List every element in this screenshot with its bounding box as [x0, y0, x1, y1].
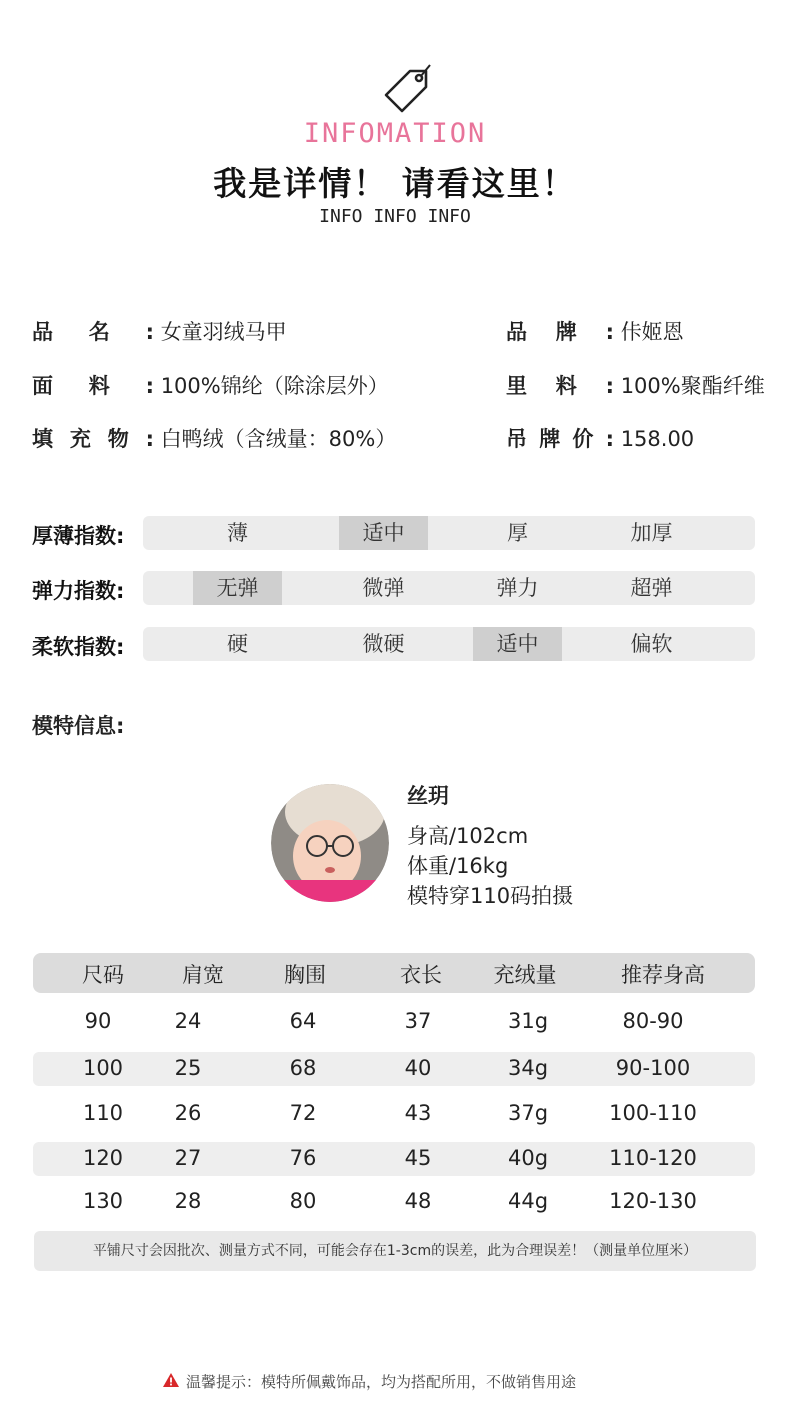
column-header: 胸围 [284, 963, 326, 987]
table-cell: 48 [404, 1189, 432, 1213]
spec-value: 100%聚酯纤维 [620, 374, 765, 398]
index-option: 适中 [339, 516, 428, 550]
model-avatar [271, 784, 389, 902]
warning-text: 温馨提示：模特所佩戴饰品，均为搭配所用，不做销售用途 [186, 1373, 577, 1391]
table-cell: 26 [174, 1101, 202, 1125]
spec-value: 女童羽绒马甲 [160, 320, 287, 344]
warning-icon [162, 1372, 180, 1388]
column-header: 衣长 [400, 963, 442, 987]
softness-index-label: 柔软指数: [32, 635, 125, 659]
table-cell: 27 [174, 1146, 202, 1170]
index-option: 厚 [507, 521, 528, 545]
table-cell: 100-110 [609, 1101, 697, 1125]
table-cell: 110-120 [609, 1146, 697, 1170]
size-table-header [33, 953, 755, 993]
table-cell: 72 [289, 1101, 317, 1125]
index-option: 微硬 [362, 632, 405, 656]
spec-key: 面料: [32, 374, 154, 398]
spec-value: 100%锦纶（除涂层外） [160, 374, 389, 398]
page-headline: 我是详情！ 请看这里！ [213, 164, 577, 203]
table-cell: 100 [82, 1056, 124, 1080]
table-row [33, 1189, 755, 1219]
model-height: 身高/102cm [407, 824, 529, 848]
spec-key: 里料: [506, 374, 614, 398]
spec-key: 品牌: [506, 320, 614, 344]
table-row [33, 1101, 755, 1131]
spec-key: 品名: [32, 320, 154, 344]
table-cell: 34g [507, 1056, 549, 1080]
measurement-note: 平铺尺寸会因批次、测量方式不同，可能会存在1-3cm的误差，此为合理误差！（测量单位厘米） [92, 1243, 698, 1259]
spec-key: 填充物: [32, 427, 154, 451]
table-cell: 25 [174, 1056, 202, 1080]
table-cell: 31g [507, 1009, 549, 1033]
index-option: 无弹 [193, 571, 282, 605]
spec-fabric [32, 370, 389, 400]
eyebrow-title: INFOMATION [303, 118, 487, 149]
table-cell: 130 [82, 1189, 124, 1213]
column-header: 充绒量 [493, 963, 557, 987]
table-cell: 90-100 [615, 1056, 691, 1080]
model-size-worn: 模特穿110码拍摄 [407, 884, 574, 908]
elasticity-index-label: 弹力指数: [32, 579, 125, 603]
page-subline: INFO INFO INFO [319, 206, 471, 227]
index-option: 薄 [227, 521, 248, 545]
spec-brand [506, 316, 684, 346]
table-cell: 90 [84, 1009, 112, 1033]
spec-value: 佧姬恩 [620, 320, 684, 344]
table-row [33, 1146, 755, 1176]
index-option: 弹力 [496, 576, 539, 600]
spec-name [32, 316, 287, 346]
table-cell: 45 [404, 1146, 432, 1170]
column-header: 推荐身高 [621, 963, 705, 987]
index-option: 超弹 [630, 576, 673, 600]
thickness-index-bar [143, 516, 755, 550]
model-weight: 体重/16kg [407, 854, 509, 878]
table-cell: 110 [82, 1101, 124, 1125]
spec-filling [32, 423, 396, 453]
table-cell: 40 [404, 1056, 432, 1080]
elasticity-index-bar [143, 571, 755, 605]
spec-lining [506, 370, 765, 400]
spec-key: 吊牌价: [506, 427, 614, 451]
table-cell: 40g [507, 1146, 549, 1170]
table-cell: 80-90 [622, 1009, 684, 1033]
index-option: 偏软 [630, 632, 673, 656]
table-cell: 44g [507, 1189, 549, 1213]
spec-value: 158.00 [620, 427, 695, 451]
table-row [33, 1009, 755, 1039]
index-option: 适中 [473, 627, 562, 661]
index-option: 加厚 [630, 521, 673, 545]
table-cell: 68 [289, 1056, 317, 1080]
table-cell: 24 [174, 1009, 202, 1033]
table-cell: 120 [82, 1146, 124, 1170]
price-tag-icon [380, 62, 436, 118]
table-cell: 120-130 [609, 1189, 697, 1213]
table-cell: 76 [289, 1146, 317, 1170]
table-cell: 37g [507, 1101, 549, 1125]
thickness-index-label: 厚薄指数: [32, 524, 125, 548]
spec-value: 白鸭绒（含绒量：80%） [160, 427, 397, 451]
column-header: 尺码 [82, 963, 124, 987]
table-cell: 80 [289, 1189, 317, 1213]
table-cell: 37 [404, 1009, 432, 1033]
column-header: 肩宽 [182, 963, 224, 987]
table-cell: 28 [174, 1189, 202, 1213]
index-option: 硬 [227, 632, 248, 656]
index-option: 微弹 [362, 576, 405, 600]
softness-index-bar [143, 627, 755, 661]
model-info-title: 模特信息: [32, 714, 125, 738]
model-name: 丝玥 [407, 784, 449, 808]
table-cell: 43 [404, 1101, 432, 1125]
spec-price [506, 423, 694, 453]
table-cell: 64 [289, 1009, 317, 1033]
table-row [33, 1056, 755, 1086]
